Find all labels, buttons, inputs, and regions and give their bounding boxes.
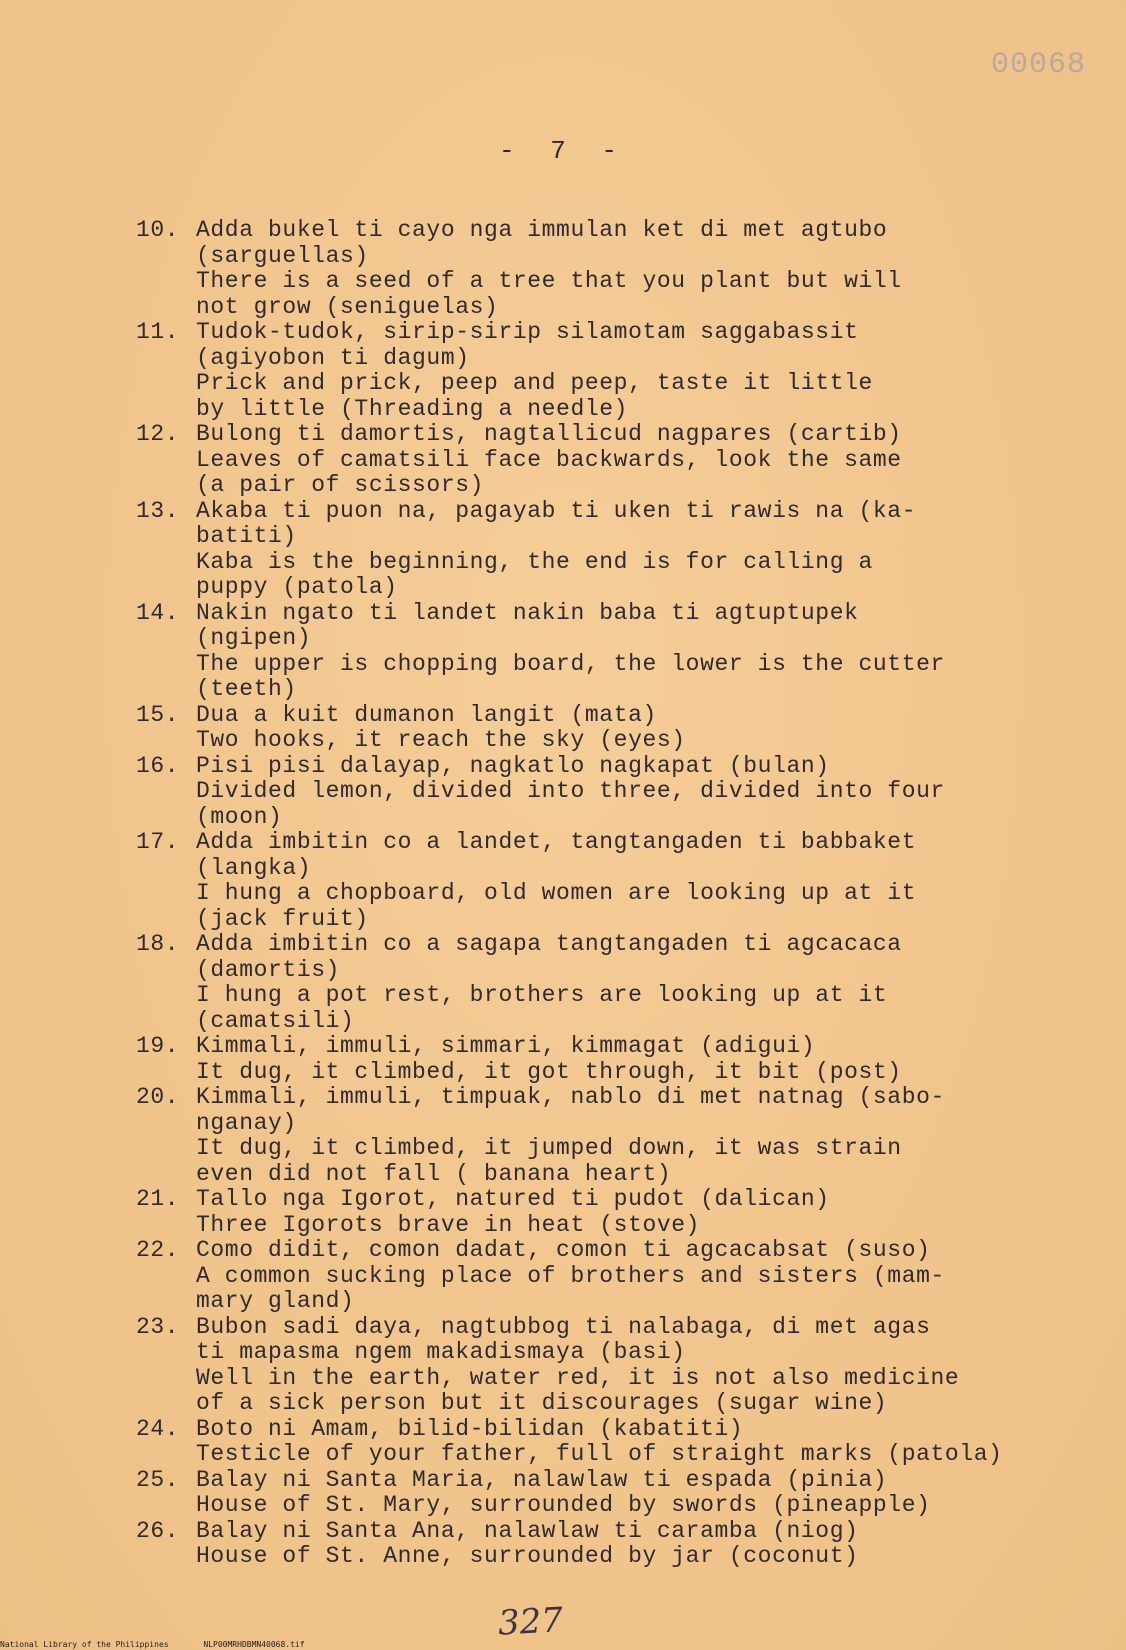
riddle-number: 12. (136, 421, 180, 447)
riddle-item (136, 1519, 1096, 1570)
riddle-line: Divided lemon, divided into three, divided into four (196, 778, 945, 804)
riddle-number: 24. (136, 1415, 180, 1442)
riddle-number: 13. (136, 497, 180, 524)
riddle-number: 22. (136, 1237, 180, 1263)
riddle-text (196, 499, 1096, 601)
riddle-line: The upper is chopping board, the lower is the cutter (196, 650, 945, 677)
riddle-number: 16. (136, 752, 180, 779)
riddle-line: Kimmali, immuli, simmari, kimmagat (adigui) (196, 1033, 816, 1059)
riddle-line: House of St. Mary, surrounded by swords (pineapple) (196, 1492, 931, 1518)
riddle-line: Kimmali, immuli, timpuak, nablo di met natnag (sabo- (196, 1084, 945, 1110)
footer-file: NLP00MRHDBMN40068.tif (203, 1640, 305, 1649)
riddle-text (196, 422, 1096, 499)
riddle-line: (damortis) (196, 956, 341, 983)
riddle-line: Tallo nga Igorot, natured ti pudot (dalican) (196, 1186, 830, 1212)
riddle-line: Well in the earth, water red, it is not also medicine (196, 1364, 960, 1391)
riddle-line: Kaba is the beginning, the end is for calling a (196, 548, 873, 575)
handwritten-page-number: 327 (496, 1600, 564, 1644)
riddle-line: Balay ni Santa Maria, nalawlaw ti espada (pinia) (196, 1466, 888, 1493)
riddle-item (136, 830, 1096, 932)
riddle-line: Boto ni Amam, bilid-bilidan (kabatiti) (196, 1415, 744, 1442)
riddle-line: Adda bukel ti cayo nga immulan ket di met agtubo (196, 217, 888, 243)
riddle-number: 18. (136, 931, 180, 957)
riddle-text (196, 1034, 1096, 1085)
riddle-number: 23. (136, 1313, 180, 1340)
riddle-item (136, 1238, 1096, 1315)
riddle-number: 20. (136, 1084, 180, 1110)
riddle-line: House of St. Anne, surrounded by jar (coconut) (196, 1543, 859, 1569)
riddle-line: (teeth) (196, 676, 297, 702)
riddle-item (136, 703, 1096, 754)
riddle-line: by little (Threading a needle) (196, 395, 629, 422)
riddle-line: Dua a kuit dumanon langit (mata) (196, 701, 657, 728)
riddle-line: Leaves of camatsili face backwards, look the same (196, 446, 902, 473)
riddle-item (136, 422, 1096, 499)
footer-bar (0, 1640, 1126, 1649)
riddle-item (136, 218, 1096, 320)
riddle-line: (camatsili) (196, 1007, 355, 1034)
footer-library: National Library of the Philippines (0, 1640, 169, 1649)
archive-stamp: 00068 (990, 48, 1086, 82)
riddle-item (136, 601, 1096, 703)
riddle-line: Akaba ti puon na, pagayab ti uken ti rawis na (ka- (196, 497, 917, 524)
riddle-line: Prick and prick, peep and peep, taste it little (196, 370, 873, 396)
riddle-number: 26. (136, 1517, 180, 1544)
riddle-line: Three Igorots brave in heat (stove) (196, 1211, 701, 1238)
riddle-text (196, 1519, 1096, 1570)
riddle-line: ti mapasma ngem makadismaya (basi) (196, 1339, 686, 1365)
riddle-number: 17. (136, 829, 180, 855)
riddle-text (196, 601, 1096, 703)
riddle-text (196, 1187, 1096, 1238)
riddle-text (196, 1085, 1096, 1187)
riddle-number: 14. (136, 599, 180, 626)
riddle-item (136, 1085, 1096, 1187)
riddle-item (136, 1315, 1096, 1417)
riddle-line: (jack fruit) (196, 905, 369, 932)
riddle-line: not grow (seniguelas) (196, 293, 499, 320)
riddle-item (136, 932, 1096, 1034)
riddle-number: 25. (136, 1466, 180, 1493)
riddle-line: (moon) (196, 803, 283, 830)
riddle-line: Bubon sadi daya, nagtubbog ti nalabaga, di met agas (196, 1313, 931, 1340)
riddle-text (196, 932, 1096, 1034)
riddle-line: There is a seed of a tree that you plant but will (196, 268, 902, 294)
riddle-text (196, 703, 1096, 754)
riddle-line: A common sucking place of brothers and sisters (mam- (196, 1262, 945, 1289)
riddle-line: Two hooks, it reach the sky (eyes) (196, 727, 686, 753)
riddle-line: It dug, it climbed, it got through, it bit (post) (196, 1058, 902, 1085)
riddle-item (136, 1417, 1096, 1468)
riddle-line: I hung a chopboard, old women are looking up at it (196, 880, 917, 906)
riddle-line: Tudok-tudok, sirip-sirip silamotam saggabassit (196, 319, 859, 345)
riddle-line: (ngipen) (196, 625, 312, 651)
riddle-text (196, 1315, 1096, 1417)
riddle-item (136, 1034, 1096, 1085)
riddle-text (196, 320, 1096, 422)
riddle-line: Bulong ti damortis, nagtallicud nagpares (cartib) (196, 421, 902, 447)
riddle-number: 19. (136, 1033, 180, 1059)
riddle-line: Balay ni Santa Ana, nalawlaw ti caramba (niog) (196, 1517, 859, 1544)
riddle-line: (agiyobon ti dagum) (196, 344, 470, 371)
riddle-item (136, 499, 1096, 601)
riddle-line: Nakin ngato ti landet nakin baba ti agtuptupek (196, 599, 859, 626)
riddle-number: 10. (136, 217, 180, 243)
riddle-line: (a pair of scissors) (196, 472, 485, 498)
riddle-line: Adda imbitin co a landet, tangtangaden ti babbaket (196, 829, 917, 855)
riddle-text (196, 1238, 1096, 1315)
riddle-line: batiti) (196, 523, 297, 549)
riddle-item (136, 320, 1096, 422)
page-number: - 7 - (498, 136, 627, 166)
riddle-line: Como didit, comon dadat, comon ti agcacabsat (suso) (196, 1237, 931, 1263)
riddle-line: nganay) (196, 1109, 297, 1136)
riddle-text (196, 1468, 1096, 1519)
riddle-text (196, 218, 1096, 320)
riddle-line: puppy (patola) (196, 574, 398, 600)
riddle-line: Pisi pisi dalayap, nagkatlo nagkapat (bulan) (196, 752, 830, 779)
riddle-item (136, 1187, 1096, 1238)
riddle-list (136, 218, 1096, 1570)
riddle-line: even did not fall ( banana heart) (196, 1160, 672, 1187)
riddle-line: It dug, it climbed, it jumped down, it was strain (196, 1135, 902, 1161)
riddle-number: 15. (136, 701, 180, 728)
riddle-text (196, 754, 1096, 831)
riddle-line: of a sick person but it discourages (sugar wine) (196, 1390, 888, 1416)
riddle-text (196, 830, 1096, 932)
riddle-line: I hung a pot rest, brothers are looking up at it (196, 982, 888, 1008)
riddle-number: 21. (136, 1186, 180, 1212)
riddle-line: (sarguellas) (196, 242, 369, 269)
riddle-line: (langka) (196, 854, 312, 881)
riddle-line: Testicle of your father, full of straight marks (patola) (196, 1441, 1003, 1467)
riddle-line: Adda imbitin co a sagapa tangtangaden ti agcacaca (196, 931, 902, 957)
riddle-item (136, 754, 1096, 831)
riddle-item (136, 1468, 1096, 1519)
riddle-line: mary gland) (196, 1288, 355, 1314)
riddle-number: 11. (136, 319, 180, 345)
riddle-text (196, 1417, 1096, 1468)
